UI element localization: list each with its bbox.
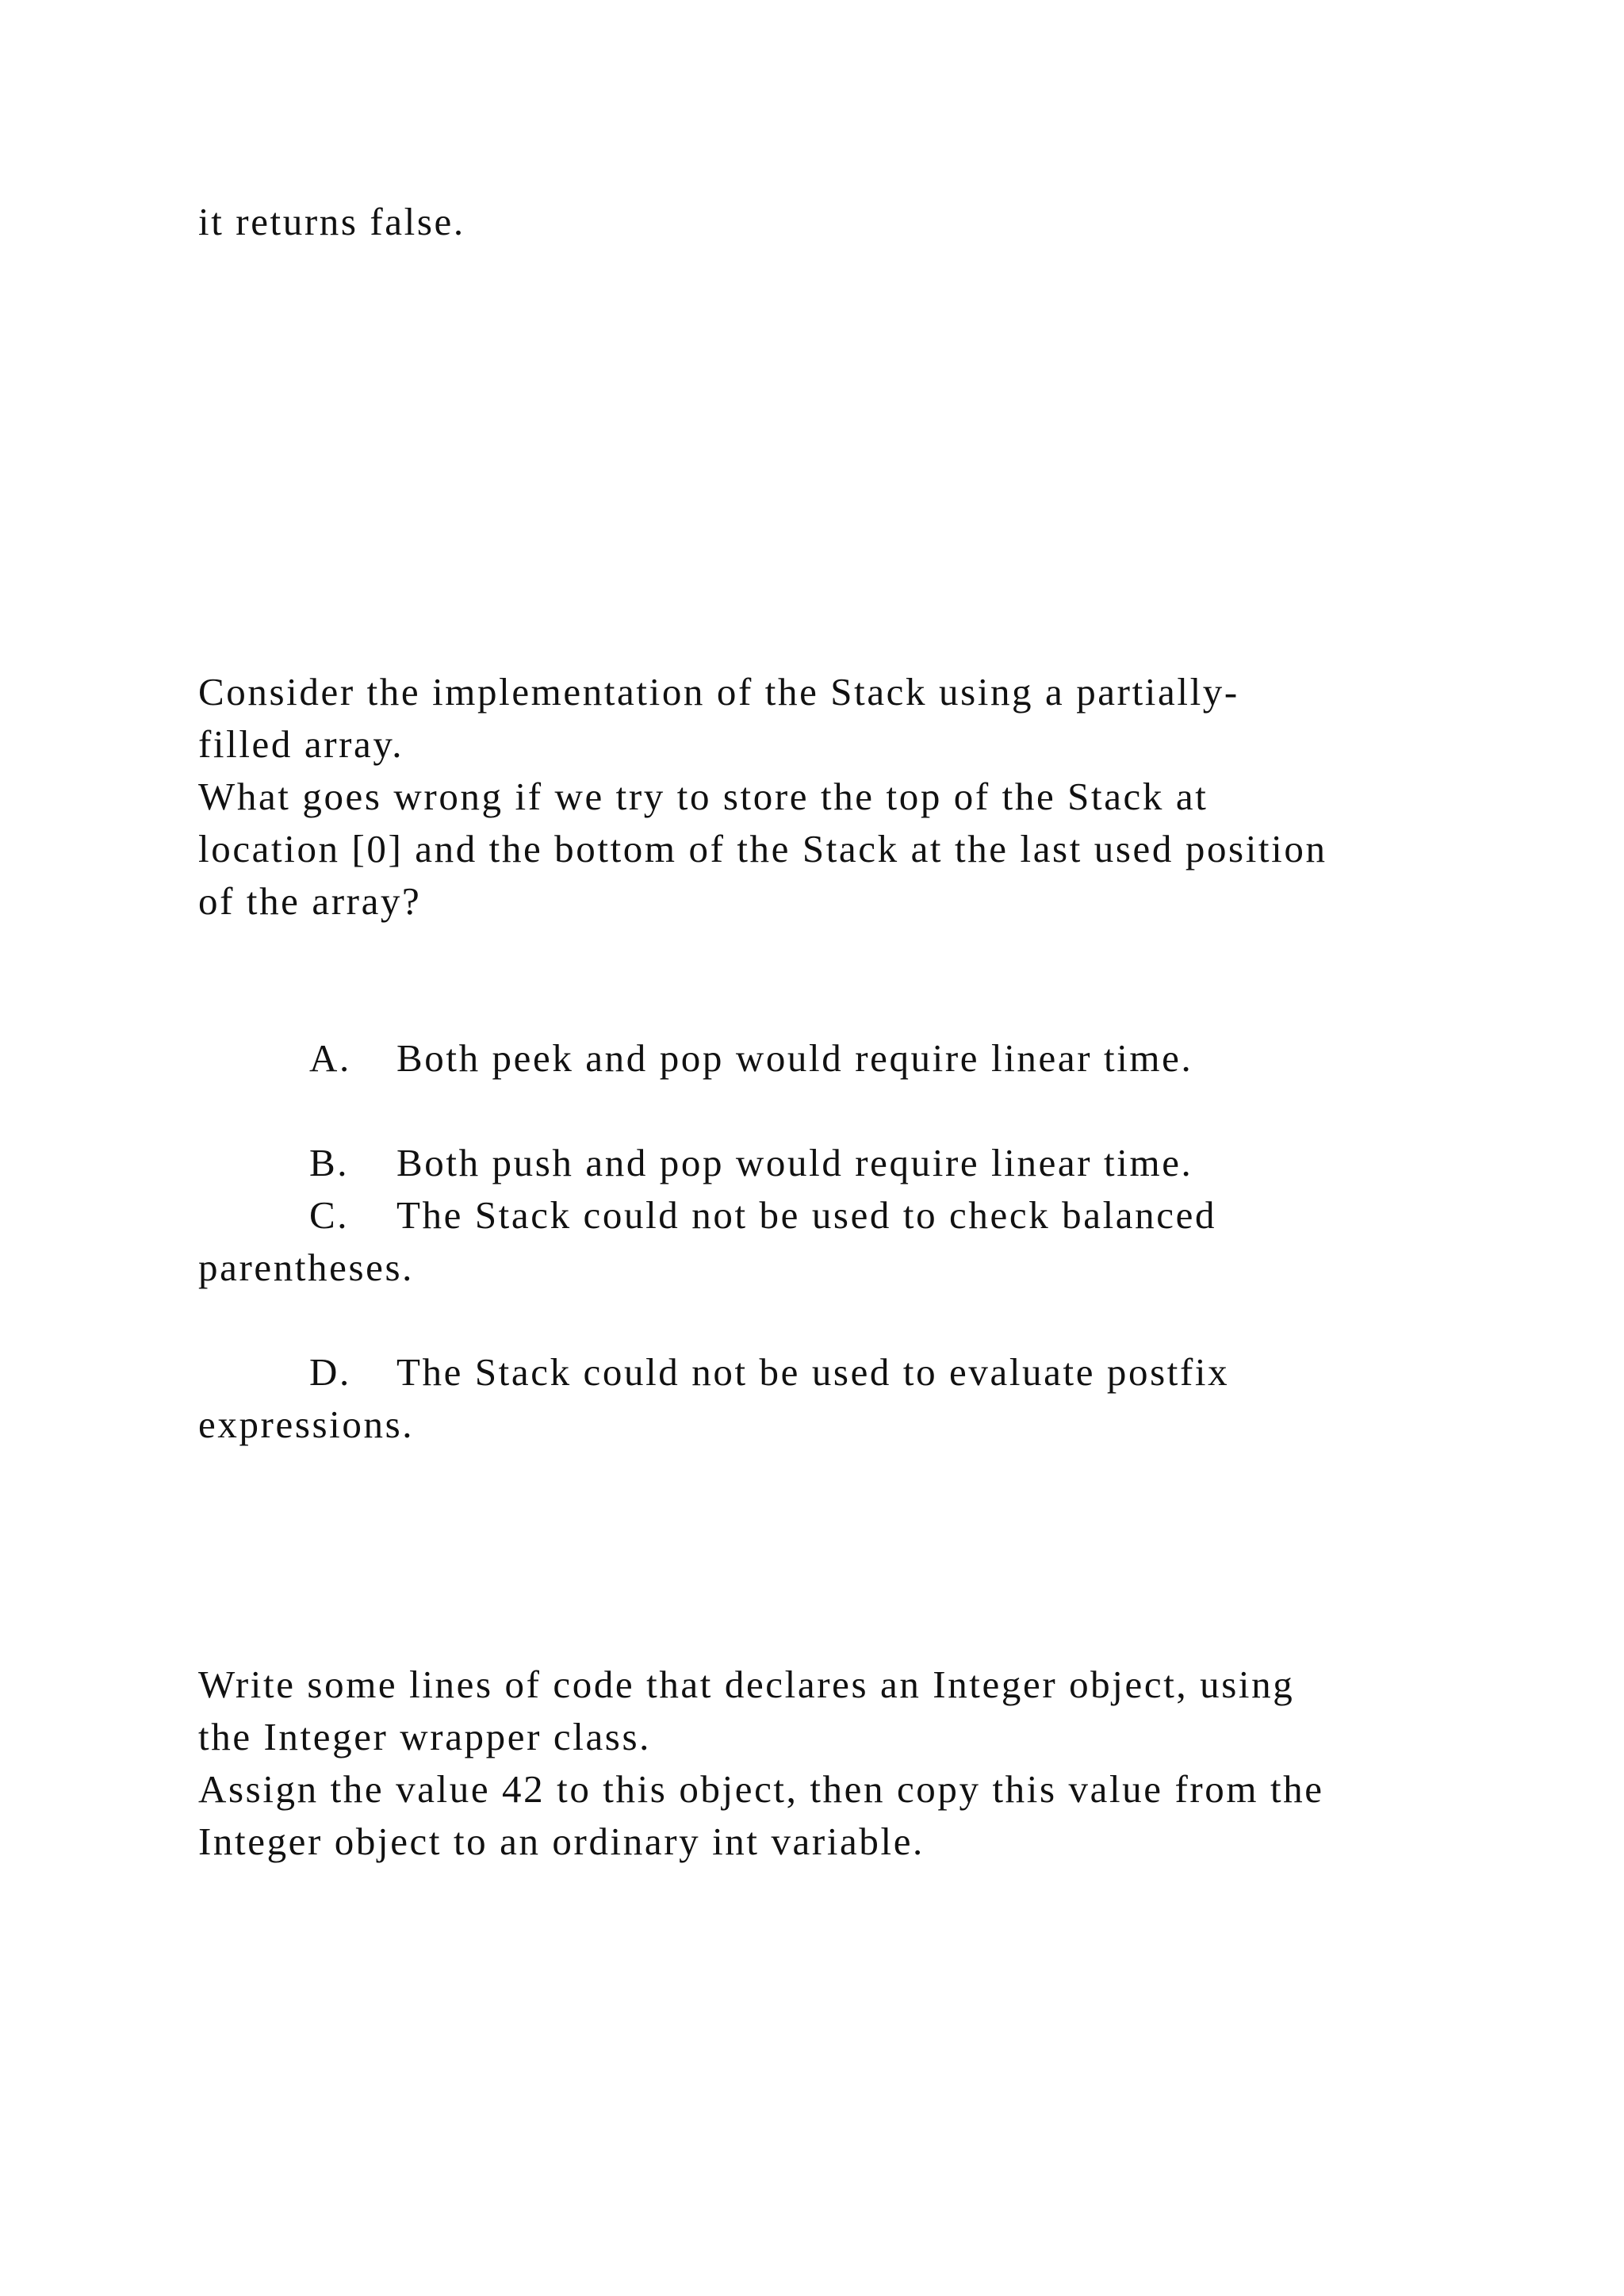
question-1-line: What goes wrong if we try to store the top of the Stack at [198,775,1208,818]
question-2-line: Assign the value 42 to this object, then copy this value from the [198,1767,1324,1811]
question-1-line: location [0] and the bottom of the Stack at the last used position [198,827,1327,871]
question-1-line: Consider the implementation of the Stack using a partially- [198,670,1239,714]
option-text: Both push and pop would require linear time. [396,1141,1193,1184]
question-2-line: Write some lines of code that declares an Integer object, using [198,1663,1295,1706]
option-b [309,1143,1193,1182]
option-d [309,1350,1230,1394]
question-2-line: the Integer wrapper class. [198,1715,651,1758]
option-text: The Stack could not be used to check balanced [396,1193,1217,1237]
option-a [309,1036,1193,1080]
option-letter: A. [309,1036,351,1080]
option-text: The Stack could not be used to evaluate postfix [396,1350,1230,1394]
question-1-line: of the array? [198,879,422,923]
option-text: Both peek and pop would require linear time. [396,1036,1193,1080]
option-c [309,1193,1217,1237]
option-c-continuation: parentheses. [198,1246,415,1289]
question-1-line: filled array. [198,722,404,766]
option-d-continuation: expressions. [198,1402,415,1446]
fragment-text: it returns false. [198,200,465,243]
question-2-line: Integer object to an ordinary int variable. [198,1820,925,1863]
option-letter: C. [309,1193,350,1237]
option-letter: B. [309,1141,350,1184]
option-letter: D. [309,1350,351,1394]
